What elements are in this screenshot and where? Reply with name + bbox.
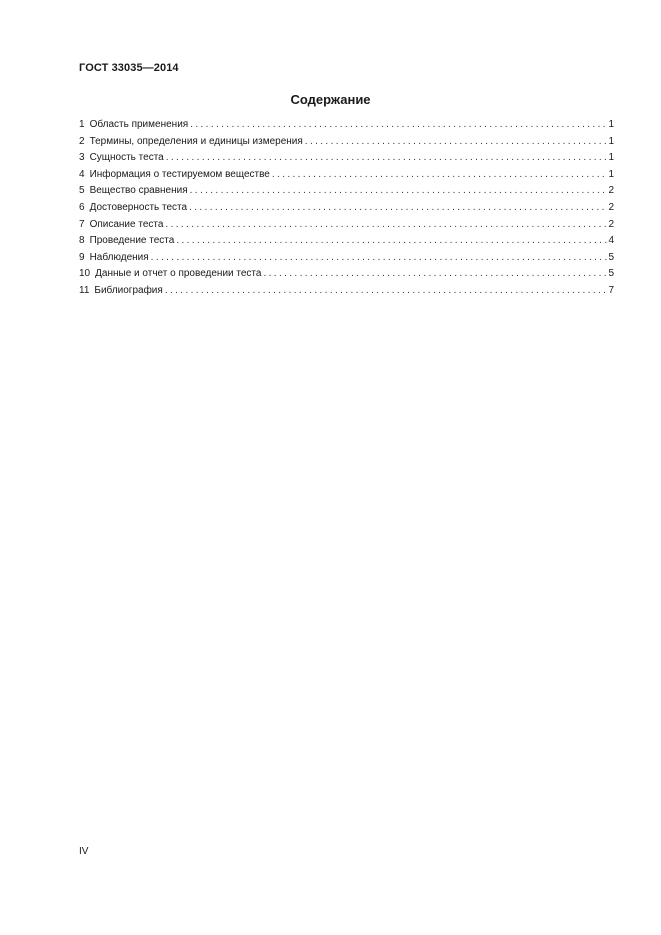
toc-entry-number: 7 — [79, 218, 85, 230]
dot-leader — [272, 169, 607, 180]
dot-leader — [165, 219, 607, 230]
toc-entry-label: Вещество сравнения — [89, 185, 188, 197]
toc-entry-number: 2 — [79, 135, 85, 147]
dot-leader — [165, 285, 607, 296]
toc-entry-4[interactable] — [79, 169, 614, 186]
toc-entry-label: Сущность теста — [89, 152, 164, 164]
document-code: ГОСТ 33035—2014 — [79, 62, 179, 74]
toc-entry-label: Данные и отчет о проведении теста — [95, 268, 262, 280]
toc-entry-number: 9 — [79, 251, 85, 263]
toc-entry-7[interactable] — [79, 219, 614, 236]
toc-entry-number: 4 — [79, 168, 85, 180]
toc-entry-page: 2 — [608, 218, 614, 230]
toc-entry-1[interactable] — [79, 119, 614, 136]
toc-entry-page: 2 — [608, 201, 614, 213]
toc-entry-number: 5 — [79, 185, 85, 197]
toc-entry-label: Библиография — [94, 284, 163, 296]
toc-title: Содержание — [290, 92, 371, 107]
toc-entry-page: 5 — [608, 268, 614, 280]
toc-entry-page: 7 — [608, 284, 614, 296]
dot-leader — [166, 152, 607, 163]
toc-entry-number: 11 — [79, 284, 90, 296]
toc-entry-number: 1 — [79, 119, 85, 130]
toc-entry-page: 2 — [608, 185, 614, 197]
toc-entry-5[interactable] — [79, 185, 614, 202]
toc-entry-11[interactable] — [79, 285, 614, 302]
toc-entry-10[interactable] — [79, 268, 614, 285]
dot-leader — [190, 185, 607, 196]
toc-entry-label: Наблюдения — [89, 251, 149, 263]
dot-leader — [263, 268, 607, 279]
toc-entry-number: 6 — [79, 201, 85, 213]
toc-entry-label: Описание теста — [89, 218, 164, 230]
toc-entry-page: 1 — [608, 152, 614, 164]
toc-entry-6[interactable] — [79, 202, 614, 219]
toc-entry-page: 1 — [608, 135, 614, 147]
dot-leader — [190, 119, 607, 130]
table-of-contents — [79, 119, 614, 302]
dot-leader — [189, 202, 607, 213]
toc-entry-number: 8 — [79, 235, 85, 247]
toc-entry-number: 3 — [79, 152, 85, 164]
toc-entry-number: 10 — [79, 268, 91, 280]
toc-entry-label: Проведение теста — [89, 235, 175, 247]
toc-entry-page: 1 — [608, 168, 614, 180]
toc-entry-label: Термины, определения и единицы измерения — [89, 135, 303, 147]
dot-leader — [151, 252, 607, 263]
toc-entry-9[interactable] — [79, 252, 614, 269]
toc-entry-2[interactable] — [79, 136, 614, 153]
toc-entry-label: Область применения — [89, 119, 189, 130]
toc-entry-page: 5 — [608, 251, 614, 263]
dot-leader — [305, 136, 607, 147]
dot-leader — [176, 235, 607, 246]
toc-entry-page: 1 — [608, 119, 614, 130]
toc-entry-label: Достоверность теста — [89, 201, 188, 213]
toc-entry-8[interactable] — [79, 235, 614, 252]
page-number: IV — [79, 846, 89, 857]
toc-entry-3[interactable] — [79, 152, 614, 169]
toc-entry-label: Информация о тестируемом веществе — [89, 168, 270, 180]
toc-entry-page: 4 — [608, 235, 614, 247]
